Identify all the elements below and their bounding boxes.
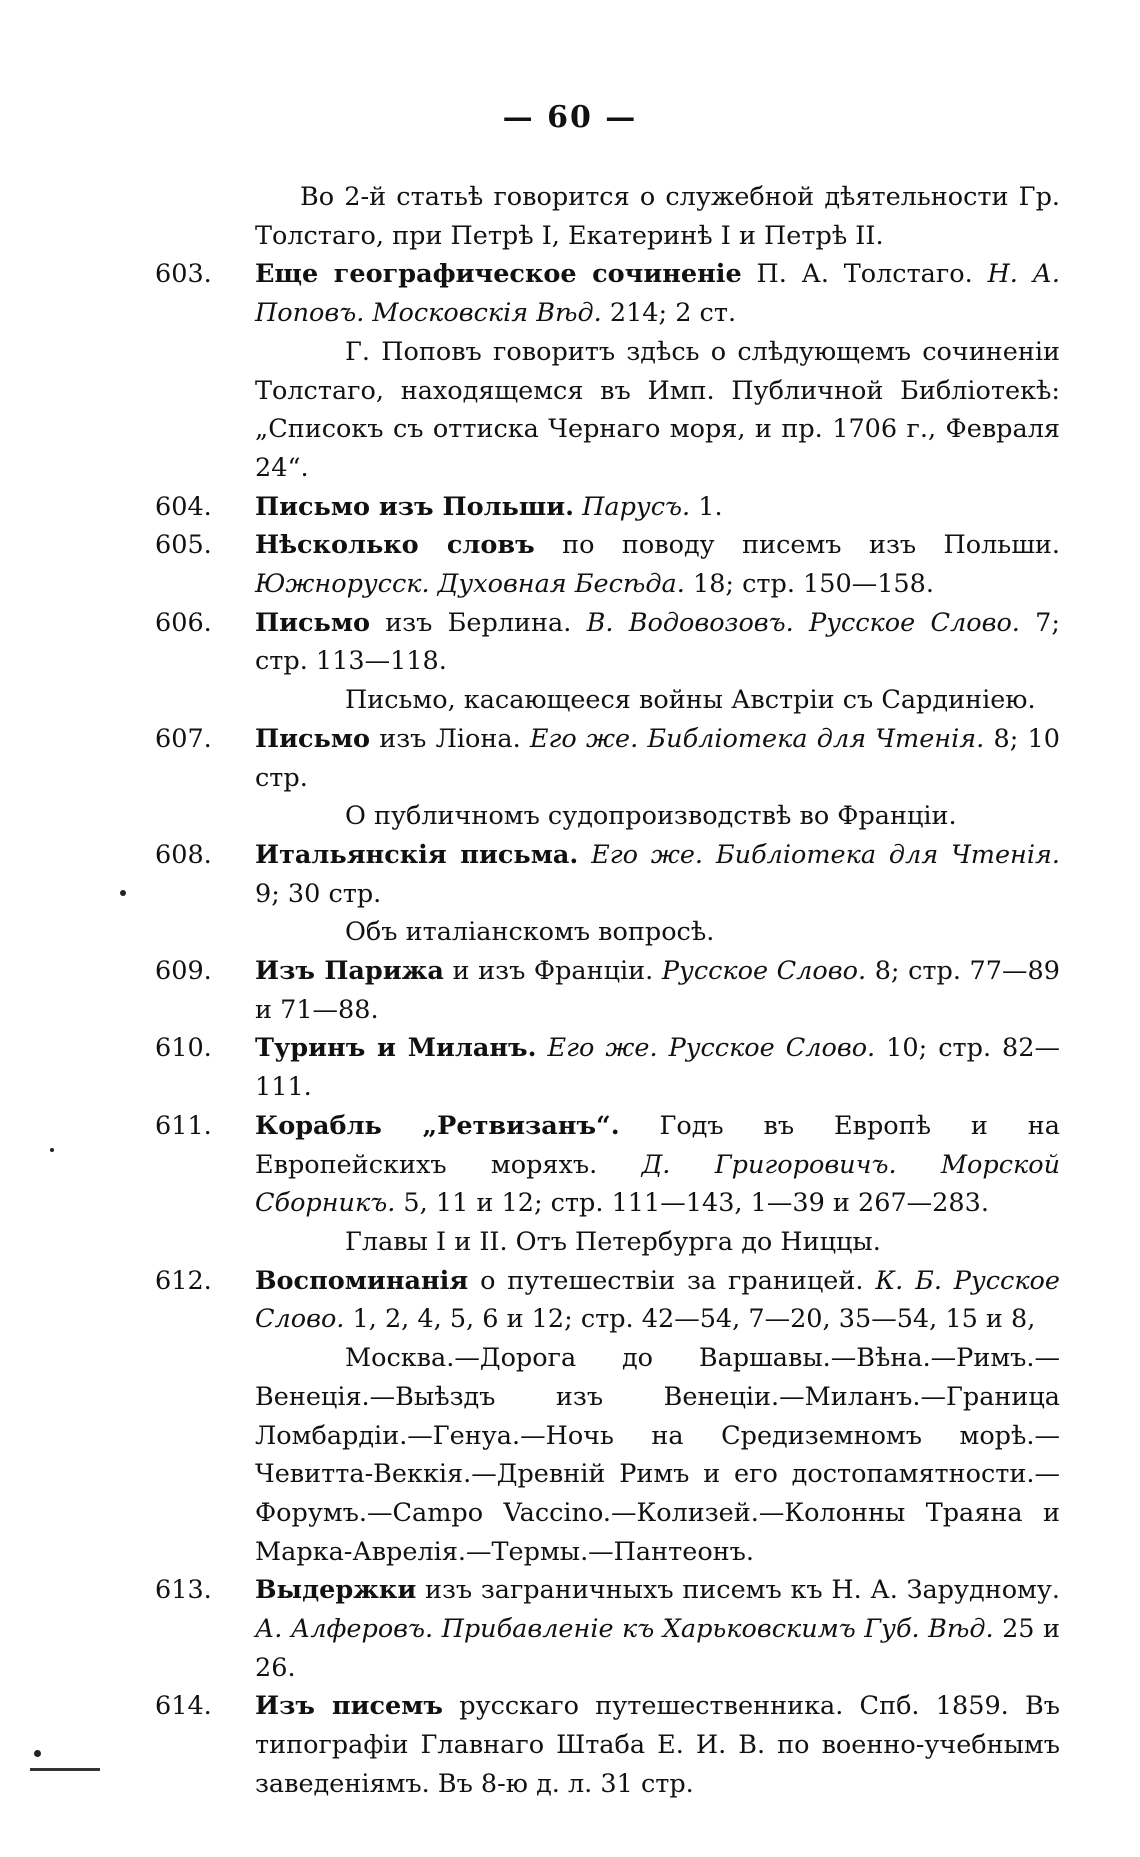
entry-pages: 1, 2, 4, 5, 6 и 12; стр. 42—54, 7—20, 35—54, 15 и 8,: [344, 1304, 1036, 1335]
entry-text: [574, 492, 582, 522]
entry-title: Изъ писемъ: [255, 1691, 443, 1722]
entry-text: изъ Берлина.: [370, 607, 587, 638]
entry-text: [578, 840, 591, 870]
entry-pages: 214; 2 ст.: [601, 298, 737, 329]
entry-pages: 8; стр. 77—89 и 71—88.: [255, 956, 1060, 1025]
entry-title: Корабль „Ретвизанъ“.: [255, 1110, 620, 1141]
entry-title: Изъ Парижа: [255, 956, 444, 987]
entry-number: 613.: [155, 1575, 212, 1606]
entry-note: Москва.—Дорога до Варшавы.—Вѣна.—Римъ.—Венеція.—Выѣздъ изъ Венеціи.—Миланъ.—Граница Ломбардіи.—Генуа.—Ночь на Средиземномъ морѣ.—Чевитта-Веккія.—Древній Римъ и его достопамятности.—Форумъ.—Campo Vaccino.—Колизей.—Колонны Траяна и Марка-Аврелія.—Термы.—Пантеонъ.: [255, 1343, 1060, 1567]
entry-author: Его же.: [529, 723, 639, 754]
entry-text: изъ заграничныхъ писемъ къ Н. А. Зарудному.: [416, 1575, 1060, 1606]
entry-610: [155, 1029, 1060, 1106]
entry-number: 611.: [155, 1110, 212, 1141]
entry-614: [155, 1687, 1060, 1803]
entry-author: В. Водовозовъ.: [586, 607, 794, 638]
entry-611: [155, 1107, 1060, 1223]
entry-text: [537, 1033, 548, 1063]
entry-source: Русское Слово.: [657, 1033, 876, 1064]
entry-title: Письмо: [255, 607, 370, 638]
entry-note: О публичномъ судопроизводствѣ во Франціи.: [345, 801, 957, 832]
entry-609: [155, 952, 1060, 1029]
scan-speck: [34, 1750, 41, 1757]
entry-604: [155, 488, 1060, 527]
entry-source: Южнорусск. Духовная Бесѣда.: [255, 569, 685, 600]
entry-source: Парусъ.: [582, 491, 691, 522]
scan-mark: [30, 1768, 100, 1771]
entry-number: 606.: [155, 607, 212, 638]
entry-pages: 18; стр. 150—158.: [684, 569, 934, 600]
entry-title: Письмо изъ Польши.: [255, 491, 575, 522]
bibliography-content: [155, 178, 1060, 1804]
entry-number: 614.: [155, 1691, 212, 1722]
entry-source: Русское Слово.: [255, 1265, 1060, 1335]
entry-source: Русское Слово.: [661, 956, 867, 987]
entry-pages: 25 и 26.: [255, 1614, 1061, 1683]
entry-607: [155, 720, 1060, 797]
entry-612: [155, 1262, 1060, 1339]
entry-author: К. Б.: [875, 1265, 942, 1296]
page-number: — 60 —: [502, 100, 638, 135]
intro-note: Во 2-й статьѣ говорится о служебной дѣятельности Гр. Толстаго, при Петрѣ I, Екатеринѣ I и Петрѣ II.: [255, 182, 1060, 251]
entry-title: Воспоминанія: [255, 1265, 469, 1296]
entry-text: П. А. Толстаго.: [741, 259, 988, 290]
entry-note: Объ италіанскомъ вопросѣ.: [345, 917, 715, 948]
entry-number: 610.: [155, 1033, 212, 1064]
entry-pages: 5, 11 и 12; стр. 111—143, 1—39 и 267—283.: [395, 1188, 989, 1219]
scan-speck: [50, 1148, 54, 1152]
entry-pages: 8; 10 стр.: [255, 723, 1060, 793]
entry-number: 607.: [155, 723, 212, 754]
entry-606: [155, 604, 1060, 681]
entry-source: Библіотека для Чтенія.: [703, 839, 1060, 870]
entry-title: Еще географическое сочиненіе: [255, 259, 742, 290]
entry-source: Прибавленіе къ Харьковскимъ Губ. Вѣд.: [433, 1614, 994, 1645]
entry-title: Нѣсколько словъ: [255, 530, 535, 561]
entry-number: 609.: [155, 956, 212, 987]
scan-speck: [120, 890, 126, 896]
entry-608: [155, 836, 1060, 913]
entry-author: Его же.: [547, 1033, 658, 1064]
entry-source: Русское Слово.: [793, 607, 1020, 638]
entry-author: Н. А. Поповъ.: [255, 259, 1060, 329]
entry-pages: 10; стр. 82—111.: [255, 1033, 1061, 1103]
entry-source: Морской Сборникъ.: [255, 1149, 1060, 1219]
entry-number: 612.: [155, 1265, 212, 1296]
entry-text: русскаго путешественника. Спб. 1859. Въ типографіи Главнаго Штаба Е. И. В. по военно-учебнымъ заведеніямъ. Въ 8-ю д. л. 31 стр.: [255, 1691, 1060, 1799]
entry-number: 605.: [155, 530, 212, 561]
entry-603: [155, 255, 1060, 332]
entry-613: [155, 1571, 1060, 1687]
entry-pages: 7; стр. 113—118.: [255, 607, 1060, 677]
entry-note: Письмо, касающееся войны Австріи съ Сардиніею.: [345, 685, 1036, 716]
entry-author: А. Алферовъ.: [255, 1614, 434, 1645]
entry-number: 604.: [155, 491, 212, 522]
entry-title: Письмо: [255, 723, 370, 754]
entry-note: Г. Поповъ говоритъ здѣсь о слѣдующемъ сочиненіи Толстаго, находящемся въ Имп. Публичной Библіотекѣ: „Списокъ съ оттиска Чернаго моря, и пр. 1706 г., Февраля 24“.: [255, 336, 1060, 483]
entry-source: Библіотека для Чтенія.: [638, 723, 985, 754]
entry-number: 608.: [155, 839, 212, 870]
entry-text: по поводу писемъ изъ Польши.: [534, 530, 1060, 561]
entry-text: о путешествіи за границей.: [468, 1265, 876, 1296]
entry-number: 603.: [155, 259, 212, 290]
entry-source: Московскія Вѣд.: [364, 298, 602, 329]
entry-pages: 9; 30 стр.: [255, 878, 382, 909]
entry-text: изъ Ліона.: [370, 723, 530, 754]
entry-pages: 1.: [690, 491, 723, 522]
entry-title: Итальянскія письма.: [255, 839, 579, 870]
entry-title: Выдержки: [255, 1575, 417, 1606]
entry-text: Годъ въ Европѣ и на Европейскихъ моряхъ.: [255, 1110, 1061, 1180]
entry-text: и изъ Франціи.: [443, 956, 662, 987]
entry-605: [155, 526, 1060, 603]
entry-note: Главы I и II. Отъ Петербурга до Ниццы.: [345, 1226, 881, 1257]
entry-title: Туринъ и Миланъ.: [255, 1033, 537, 1064]
entry-author: Д. Григоровичъ.: [641, 1149, 897, 1180]
entry-author: Его же.: [591, 839, 704, 870]
